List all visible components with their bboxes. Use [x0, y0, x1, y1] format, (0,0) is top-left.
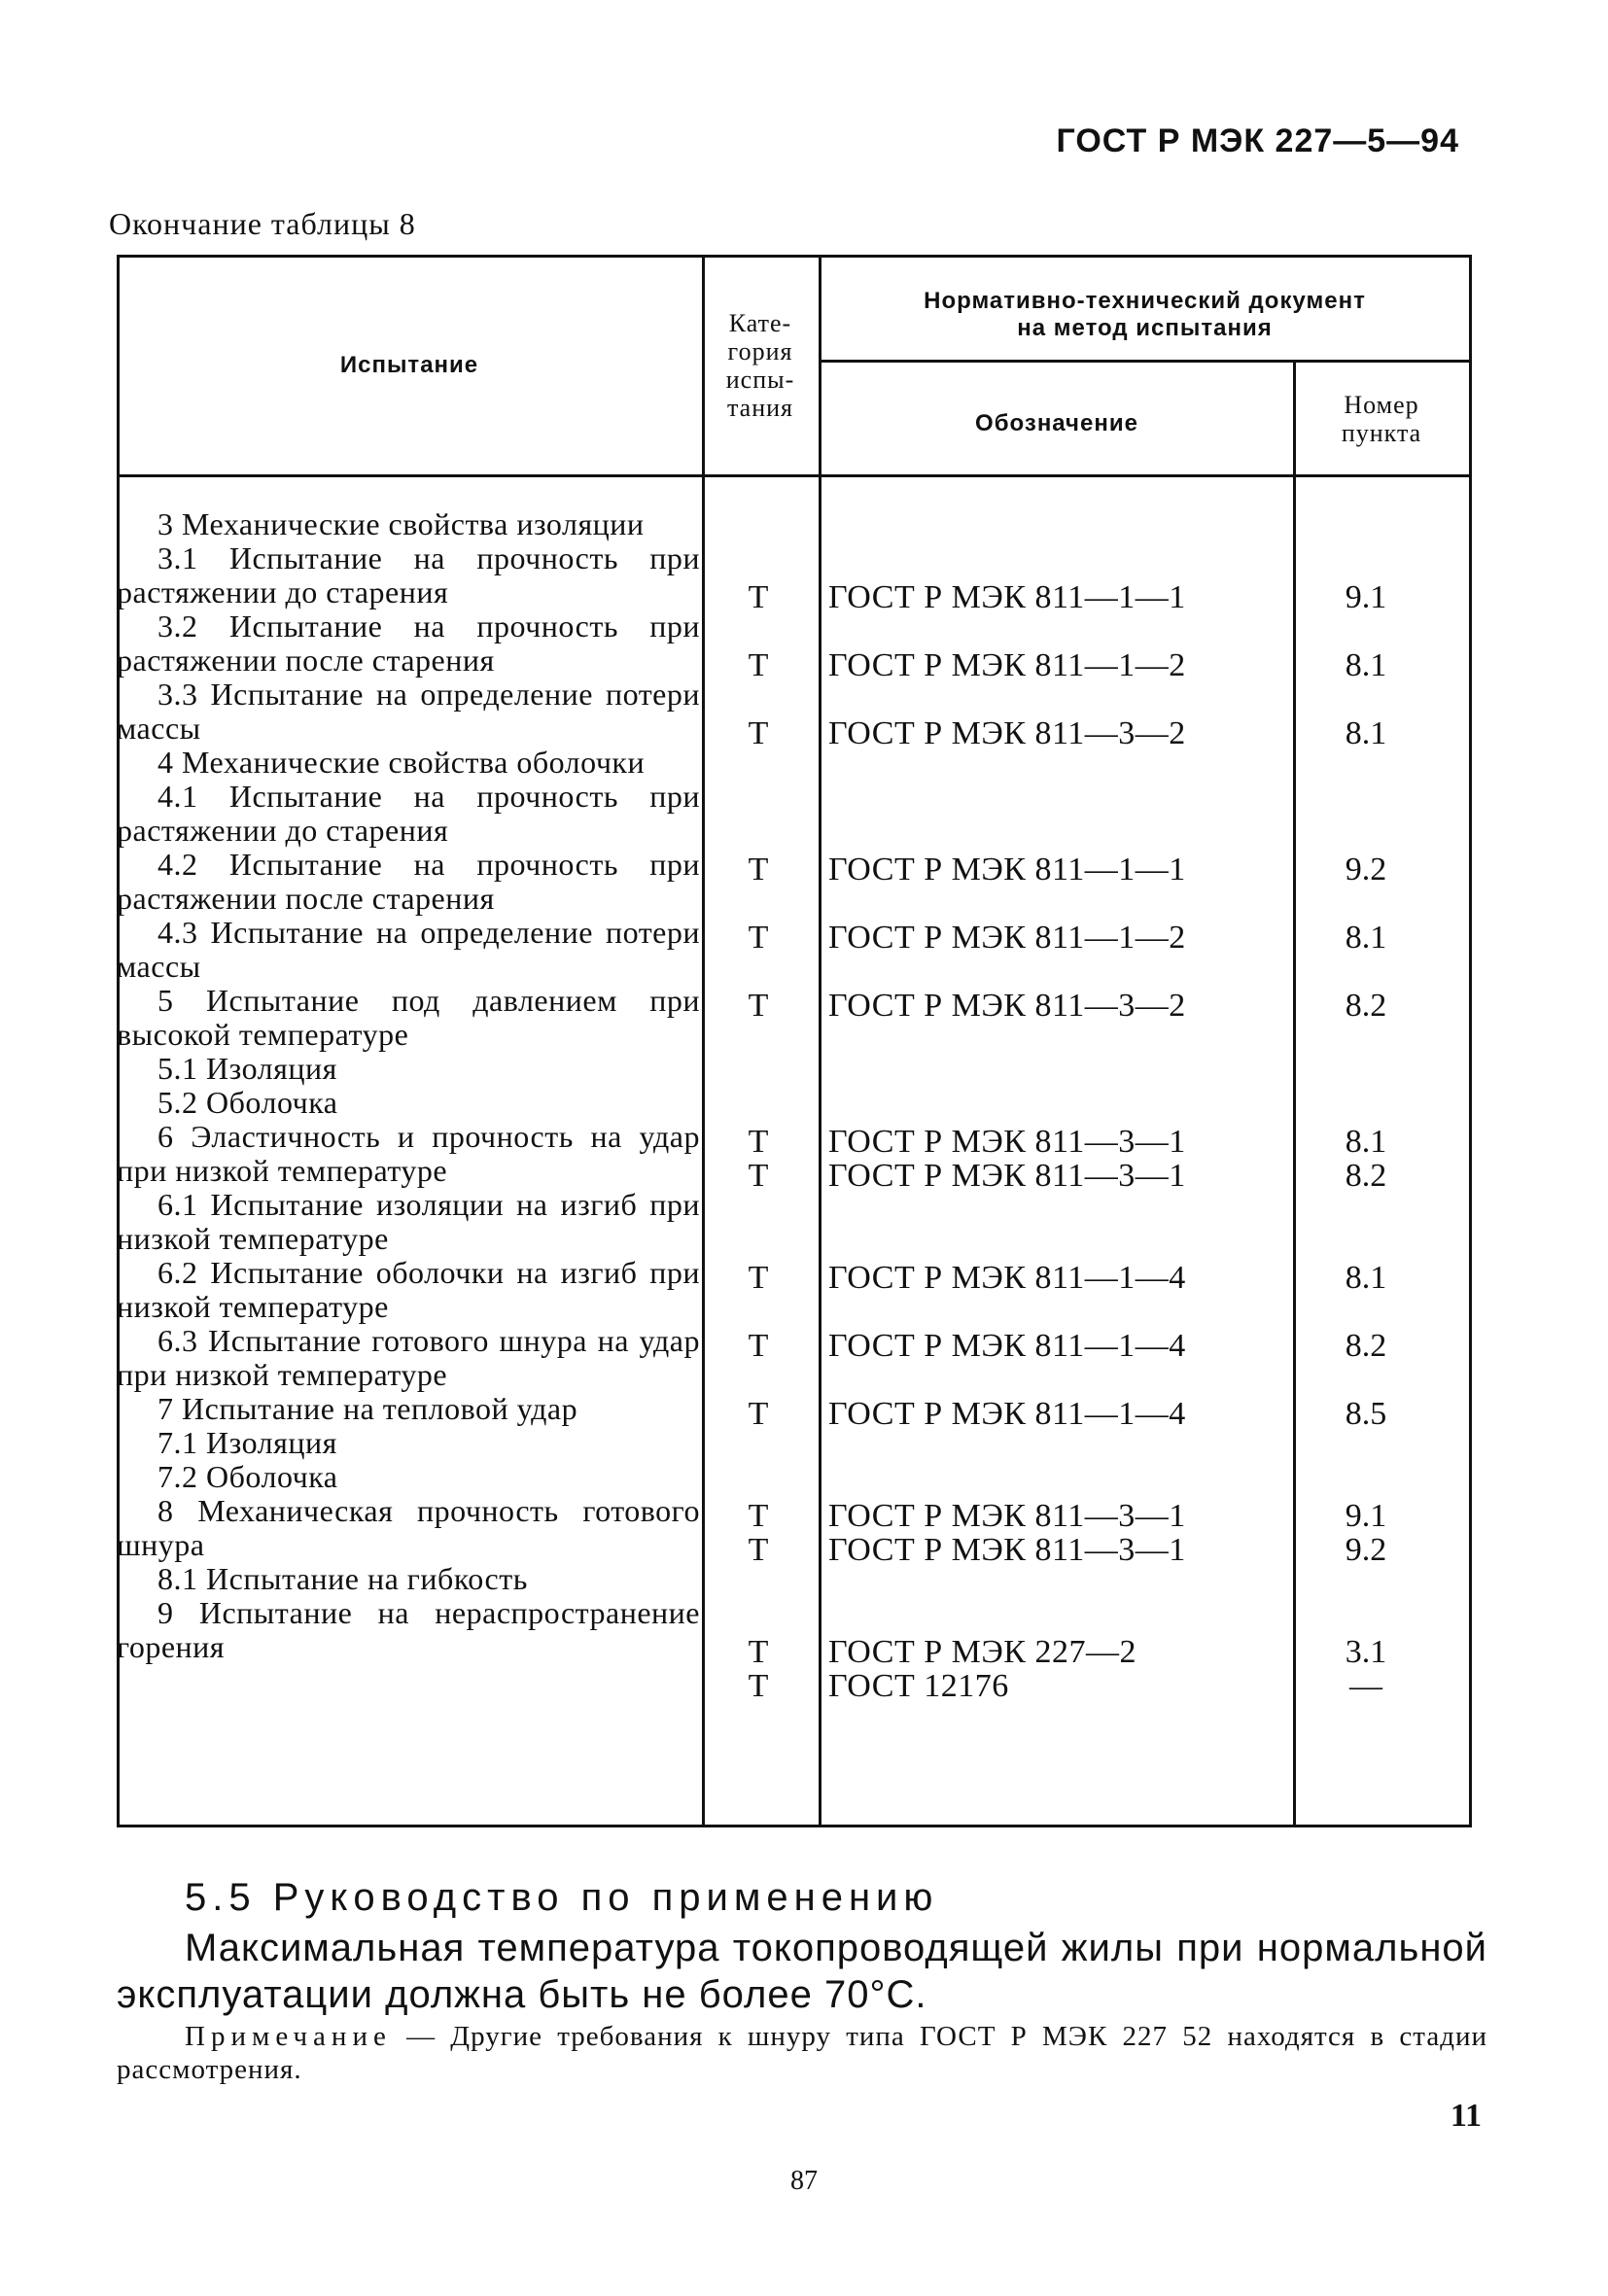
table-row — [0, 716, 1608, 751]
test-item: 8.1 Испытание на гибкость — [157, 1561, 528, 1596]
clause-cell: 9.2 — [1345, 852, 1387, 887]
column-header-clause-line: Номер — [1344, 391, 1419, 419]
category-cell: Т — [748, 1634, 769, 1670]
column-header-clause-line: пункта — [1341, 419, 1422, 447]
table-row — [0, 1261, 1608, 1296]
section-title — [185, 1876, 938, 1920]
document-cell: ГОСТ Р МЭК 811—1—4 — [828, 1328, 1186, 1364]
category-cell: Т — [748, 579, 769, 615]
clause-cell: 8.2 — [1345, 988, 1387, 1024]
column-header-document-line: Нормативно-технический документ — [924, 288, 1366, 314]
table-row — [0, 1533, 1608, 1568]
table-row — [0, 1397, 1608, 1432]
category-cell: Т — [748, 715, 769, 751]
clause-cell: 8.1 — [1345, 1260, 1387, 1296]
test-item: 9 Испытание на нераспространение горения — [117, 1595, 700, 1664]
clause-cell: 8.1 — [1345, 1124, 1387, 1160]
table-row — [0, 1669, 1608, 1704]
clause-cell: 8.1 — [1345, 715, 1387, 751]
table-caption: Окончание таблицы 8 — [109, 206, 416, 241]
category-cell: Т — [748, 1158, 769, 1194]
category-cell: Т — [748, 1328, 769, 1364]
document-cell: ГОСТ Р МЭК 811—3—1 — [828, 1124, 1186, 1160]
column-header-document-line: на метод испытания — [1017, 315, 1273, 341]
column-header-document — [819, 288, 1471, 342]
test-item: 3 Механические свойства изоляции — [157, 506, 645, 541]
test-item: 3.3 Испытание на определение потери массы — [117, 677, 700, 746]
category-cell: Т — [748, 1668, 769, 1704]
test-item: 4 Механические свойства оболочки — [157, 745, 646, 780]
document-cell: ГОСТ Р МЭК 811—1—2 — [828, 647, 1186, 683]
clause-cell: — — [1349, 1668, 1382, 1704]
column-divider-category — [819, 255, 821, 1827]
test-item: 5 Испытание под давлением при высокой температуре — [117, 983, 700, 1052]
column-header-category-line: Кате- — [728, 309, 792, 337]
table-top-border — [117, 255, 1472, 258]
note-label: Примечание — [185, 2021, 392, 2052]
category-cell: Т — [748, 1498, 769, 1534]
document-cell: ГОСТ Р МЭК 811—1—1 — [828, 852, 1186, 887]
category-cell: Т — [748, 647, 769, 683]
clause-cell: 8.1 — [1345, 920, 1387, 956]
header-divider — [820, 360, 1472, 363]
clause-cell: 8.2 — [1345, 1328, 1387, 1364]
sheet-number: 11 — [1450, 2098, 1482, 2134]
note — [117, 2020, 1487, 2086]
category-cell: Т — [748, 1260, 769, 1296]
test-item: 6 Эластичность и прочность на удар при низкой температуре — [117, 1119, 700, 1188]
clause-cell: 9.1 — [1345, 579, 1387, 615]
test-item: 7.2 Оболочка — [157, 1459, 338, 1494]
note-text: — Другие требования к шнуру типа ГОСТ Р МЭК 227 52 находятся в стадии рассмотрения. — [117, 2021, 1487, 2085]
column-header-test: Испытание — [339, 352, 479, 378]
test-item: 6.2 Испытание оболочки на изгиб при низкой температуре — [117, 1255, 700, 1324]
table-row — [0, 852, 1608, 887]
table-row — [0, 921, 1608, 956]
document-cell: ГОСТ Р МЭК 811—1—4 — [828, 1260, 1186, 1296]
test-item: 6.1 Испытание изоляции на изгиб при низкой температуре — [117, 1187, 700, 1256]
test-item: 3.1 Испытание на прочность при растяжении до старения — [117, 540, 700, 609]
document-cell: ГОСТ Р МЭК 811—1—4 — [828, 1396, 1186, 1432]
test-item: 5.1 Изоляция — [157, 1051, 337, 1086]
column-header-category-line: гория — [727, 337, 793, 365]
column-header-category-line: испы- — [725, 365, 795, 394]
table-row — [0, 1635, 1608, 1670]
test-item: 8 Механическая прочность готового шнура — [117, 1493, 700, 1562]
section-title-text: Руководство по применению — [272, 1876, 939, 1919]
table-row — [0, 989, 1608, 1024]
clause-cell: 8.2 — [1345, 1158, 1387, 1194]
header-bottom-border — [117, 474, 1472, 477]
table-row — [0, 1159, 1608, 1194]
clause-cell: 9.2 — [1345, 1532, 1387, 1568]
standard-code: ГОСТ Р МЭК 227—5—94 — [1056, 122, 1459, 159]
table-right-border — [1469, 255, 1472, 1827]
test-item: 6.3 Испытание готового шнура на удар при низкой температуре — [117, 1323, 700, 1392]
category-cell: Т — [748, 1532, 769, 1568]
clause-cell: 3.1 — [1345, 1634, 1387, 1670]
document-cell: ГОСТ Р МЭК 811—1—2 — [828, 920, 1186, 956]
document-cell: ГОСТ Р МЭК 811—1—1 — [828, 579, 1186, 615]
column-header-category — [702, 309, 819, 422]
document-cell: ГОСТ Р МЭК 811—3—2 — [828, 988, 1186, 1024]
page-number: 87 — [790, 2166, 818, 2196]
test-item: 4.2 Испытание на прочность при растяжении после старения — [117, 847, 700, 916]
column-header-designation: Обозначение — [975, 410, 1138, 436]
document-cell: ГОСТ 12176 — [828, 1668, 1009, 1704]
clause-cell: 9.1 — [1345, 1498, 1387, 1534]
section-text: Максимальная температура токопроводящей жилы при нормальной эксплуатации должна быть не более 70°С. — [117, 1927, 1487, 2016]
document-cell: ГОСТ Р МЭК 811—3—1 — [828, 1498, 1186, 1534]
test-item: 4.1 Испытание на прочность при растяжении до старения — [117, 779, 700, 848]
table-row — [0, 1499, 1608, 1534]
table-row — [0, 648, 1608, 683]
table-row — [0, 1329, 1608, 1364]
column-divider-test — [702, 255, 705, 1827]
clause-cell: 8.1 — [1345, 647, 1387, 683]
test-item: 5.2 Оболочка — [157, 1085, 338, 1120]
document-cell: ГОСТ Р МЭК 811—3—1 — [828, 1158, 1186, 1194]
test-item: 7.1 Изоляция — [157, 1425, 337, 1460]
table-row — [0, 580, 1608, 615]
category-cell: Т — [748, 852, 769, 887]
category-cell: Т — [748, 920, 769, 956]
column-header-clause — [1293, 391, 1470, 447]
table-row — [0, 1125, 1608, 1160]
document-cell: ГОСТ Р МЭК 811—3—2 — [828, 715, 1186, 751]
document-cell: ГОСТ Р МЭК 811—3—1 — [828, 1532, 1186, 1568]
clause-cell: 8.5 — [1345, 1396, 1387, 1432]
section-number: 5.5 — [185, 1876, 257, 1919]
category-cell: Т — [748, 988, 769, 1024]
category-cell: Т — [748, 1396, 769, 1432]
test-item: 3.2 Испытание на прочность при растяжении после старения — [117, 609, 700, 678]
table-bottom-border — [117, 1825, 1472, 1827]
column-header-category-line: тания — [726, 394, 793, 422]
test-item: 7 Испытание на тепловой удар — [157, 1391, 578, 1426]
document-cell: ГОСТ Р МЭК 227—2 — [828, 1634, 1136, 1670]
category-cell: Т — [748, 1124, 769, 1160]
test-item: 4.3 Испытание на определение потери массы — [117, 915, 700, 984]
